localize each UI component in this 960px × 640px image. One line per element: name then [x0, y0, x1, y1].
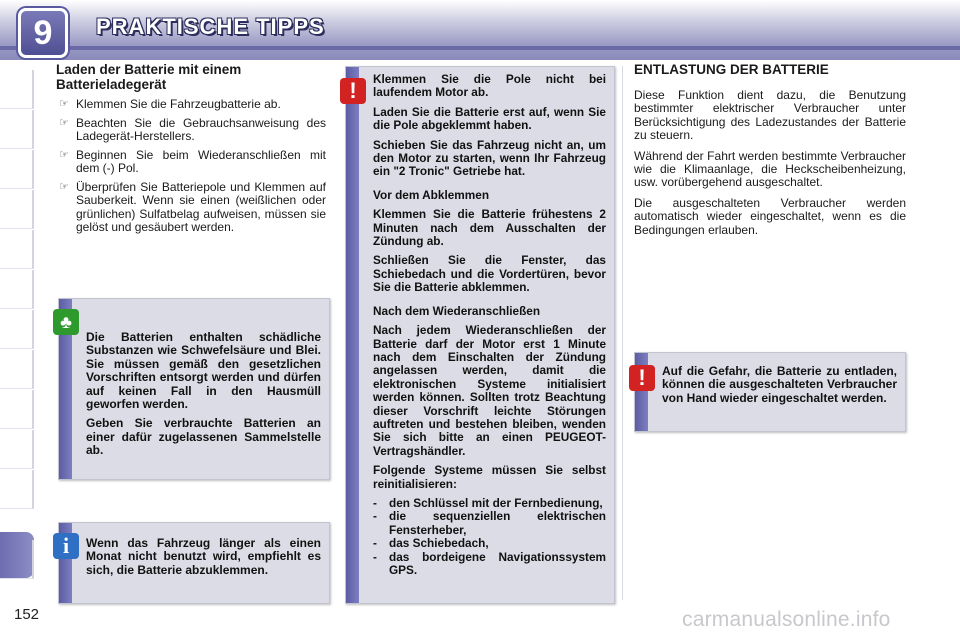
chapter-badge: 9 [18, 8, 68, 58]
finger-pointer-icon: ☞ [59, 116, 69, 129]
subheading: Nach dem Wiederanschließen [373, 303, 541, 318]
section-title: Laden der Batterie mit einem Batterieladegerät [56, 62, 242, 92]
chapter-tab[interactable] [0, 350, 34, 389]
list-item-text: Beachten Sie die Gebrauchsanweisung des Ladegerät-Herstellers. [76, 115, 326, 143]
list-item: - den Schlüssel mit der Fernbedienung, [373, 495, 603, 510]
chapter-tab[interactable] [0, 430, 34, 469]
finger-pointer-icon: ☞ [59, 98, 69, 110]
chapter-tab[interactable] [0, 110, 34, 149]
systems-list [373, 497, 606, 577]
note-paragraph: Schließen Sie die Fenster, das Schiebedach und die Vordertüren, bevor Sie die Batterie abklemmen. [373, 253, 606, 295]
list-item-text: den Schlüssel mit der Fernbedienung, [389, 495, 603, 510]
column-divider [622, 66, 623, 600]
list-item: - das bordeigene Navigationssystem GPS. [373, 549, 606, 577]
note-paragraph: Laden Sie die Batterie erst auf, wenn Sie die Pole abgeklemmt haben. [373, 104, 606, 133]
watermark[interactable]: carmanualsonline.info [682, 608, 891, 631]
paragraph: Die ausgeschalteten Verbraucher werden automatisch wieder eingeschaltet, wenn es die Bedingungen erlauben. [634, 195, 906, 237]
page-number: 152 [14, 606, 40, 623]
list-item-text: das Schiebedach, [389, 536, 489, 551]
section-title: ENTLASTUNG DER BATTERIE [634, 62, 829, 77]
note-paragraph: Klemmen Sie die Batterie frühestens 2 Minuten nach dem Ausschalten der Zündung ab. [373, 207, 606, 249]
list-item [56, 117, 326, 144]
list-item-text: die sequenziellen elektrischen Fensterheber, [389, 509, 606, 537]
warning-icon: ! [629, 365, 655, 391]
subheading: Vor dem Abklemmen [373, 187, 490, 202]
chapter-tab[interactable] [0, 390, 34, 429]
page-title: PRAKTISCHE TIPPS [96, 14, 325, 39]
note-paragraph: Geben Sie verbrauchte Batterien an einer dafür zugelassenen Sammelstelle ab. [86, 416, 321, 458]
warning-icon: ! [340, 78, 366, 104]
left-column [56, 62, 326, 240]
list-item-text: Überprüfen Sie Batteriepole und Klemmen auf Sauberkeit. Wenn sie einen (weißlichen oder grünlichen) Sulfatbelag aufweisen, müssen sie gelöst und gesäubert werden. [76, 179, 326, 234]
chapter-tab[interactable] [0, 70, 34, 109]
warning-note-box [634, 352, 906, 432]
header-divider [0, 46, 960, 50]
list-item-text: Klemmen Sie die Fahrzeugbatterie ab. [76, 97, 281, 111]
list-item [56, 149, 326, 176]
list-item: - die sequenziellen elektrischen Fensterheber, [373, 509, 606, 537]
paragraph: Diese Funktion dient dazu, die Benutzung bestimmter elektrischer Verbraucher unter Berücksichtigung des Ladezustandes der Batterie zu steuern. [634, 88, 906, 143]
list-item: - das Schiebedach, [373, 536, 489, 551]
note-paragraph: Auf die Gefahr, die Batterie zu entladen, können die ausgeschalteten Verbraucher von Hand wieder eingeschaltet werden. [662, 364, 897, 405]
chapter-tab[interactable] [0, 470, 34, 509]
note-paragraph: Klemmen Sie die Pole nicht bei laufendem Motor ab. [373, 72, 606, 100]
chapter-tab[interactable] [0, 150, 34, 189]
note-paragraph: Wenn das Fahrzeug länger als einen Monat nicht benutzt wird, empfiehlt es sich, die Batterie abzuklemmen. [86, 536, 321, 577]
info-note-box [58, 522, 330, 604]
chapter-tab[interactable] [0, 270, 34, 309]
chapter-tab[interactable] [0, 230, 34, 269]
warning-note-text [373, 73, 606, 577]
info-icon: i [53, 533, 79, 559]
list-item-text: das bordeigene Navigationssystem GPS. [389, 549, 606, 577]
list-item [56, 181, 326, 235]
tree-icon: ♣ [53, 309, 79, 335]
environment-note-text [86, 331, 321, 464]
finger-pointer-icon: ☞ [59, 148, 69, 161]
chapter-tab[interactable] [0, 310, 34, 349]
note-paragraph: Nach jedem Wiederanschließen der Batterie darf der Motor erst 1 Minute nach dem Einschalten der Zündung angelassen werden, damit die elektronischen Systeme initialisiert werden können. Sollten trotz Beachtung dieser Vorschrift leichte Störungen auftreten und bestehen bleiben, wenden Sie sich bitte an einen PEUGEOT-Vertragshändler. [373, 323, 606, 458]
warning-note-box [345, 66, 615, 604]
chapter-tab[interactable] [0, 540, 34, 579]
charging-steps [56, 98, 326, 235]
box-accent-bar [346, 67, 359, 603]
info-note-text [86, 537, 321, 583]
warning-note-text [662, 365, 897, 411]
paragraph: Während der Fahrt werden bestimmte Verbraucher wie die Klimaanlage, die Heckscheibenheizung, usw. vorübergehend ausgeschaltet. [634, 148, 906, 190]
note-paragraph: Schieben Sie das Fahrzeug nicht an, um den Motor zu starten, wenn Ihr Fahrzeug ein "2 Tronic" Getriebe hat. [373, 137, 606, 179]
finger-pointer-icon: ☞ [59, 180, 69, 193]
list-item-text: Beginnen Sie beim Wiederanschließen mit dem (-) Pol. [76, 147, 326, 175]
right-column [634, 62, 906, 244]
note-paragraph: Die Batterien enthalten schädliche Substanzen wie Schwefelsäure und Blei. Sie müssen gemäß den gesetzlichen Vorschriften entsorgt werden und dürfen auf keinen Fall in den Hausmüll geworfen werden. [86, 330, 321, 412]
environment-note-box [58, 298, 330, 480]
chapter-tab-strip [0, 70, 36, 590]
list-item [56, 98, 326, 112]
note-paragraph: Folgende Systeme müssen Sie selbst reinitialisieren: [373, 463, 606, 491]
chapter-tab[interactable] [0, 190, 34, 229]
